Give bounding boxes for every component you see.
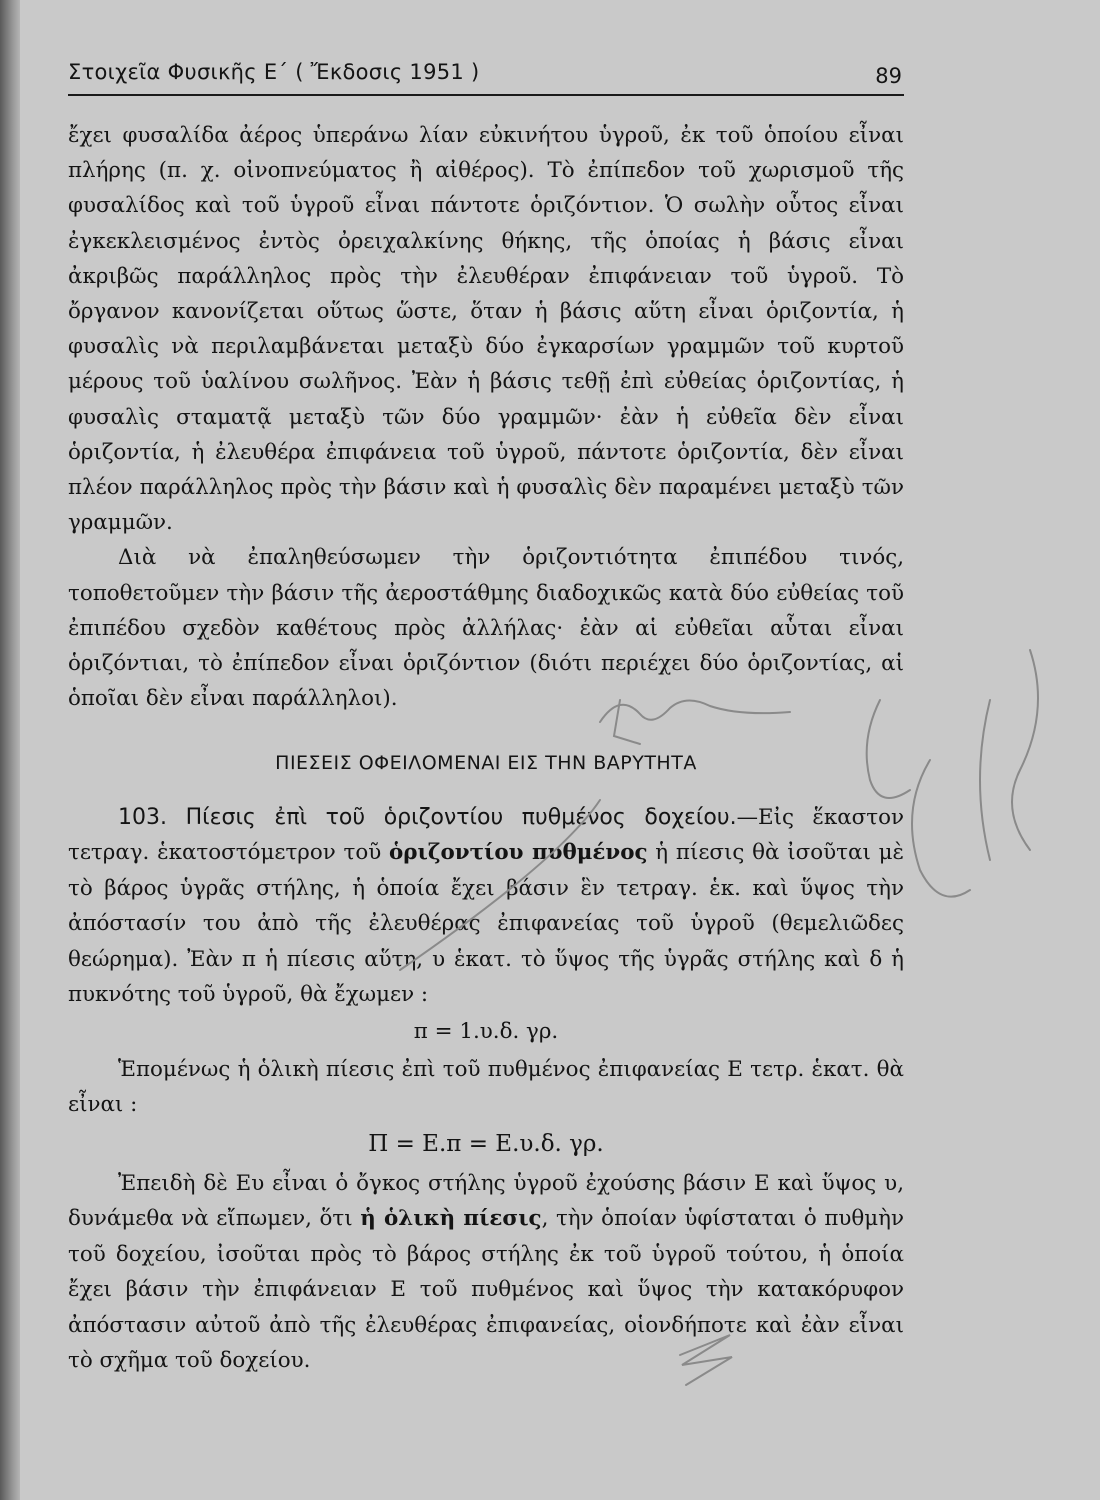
formula-pressure: π = 1.υ.δ. γρ. (413, 1019, 559, 1045)
section-heading: ΠΙΕΣΕΙΣ ΟΦΕΙΛΟΜΕΝΑΙ ΕΙΣ ΤΗΝ ΒΑΡΥΤΗΤΑ (275, 752, 697, 774)
article-heading: 103. Πίεσις ἐπὶ τοῦ ὁριζοντίου πυθμένος δοχείου. (118, 805, 737, 830)
book-spine-shadow (0, 0, 22, 1500)
page-number: 89 (875, 64, 902, 88)
body-text-upper (68, 118, 904, 716)
article-paragraph-1 (68, 800, 904, 1012)
running-header (68, 58, 904, 96)
paragraph-level-verification: Διὰ νὰ ἐπαληθεύσωμεν τὴν ὁριζοντιότητα ἐπιπέδου τινός, τοποθετοῦμεν τὴν βάσιν τῆς ἀεροστάθμης διαδοχικῶς κατὰ δύο εὐθείας τοῦ ἐπιπέδου σχεδὸν καθέτους πρὸς ἀλλήλας· ἐὰν αἱ εὐθεῖαι αὗται εἶναι ὁριζόντιαι, τὸ ἐπίπεδον εἶναι ὁριζόντιον (διότι περιέχει δύο ὁριζοντίας, αἱ ὁποῖαι δὲν εἶναι παράλληλοι). (68, 545, 904, 712)
article-p3-rest: , τὴν ὁποίαν ὑφίσταται ὁ πυθμὴν τοῦ δοχείου, ἰσοῦται πρὸς τὸ βάρος στήλης ἐκ τοῦ ὑγροῦ τούτου, ἡ ὁποία ἔχει βάσιν τὴν ἐπιφάνειαν Ε τοῦ πυθμένος καὶ ὕψος τὴν κατακόρυφον ἀπόστασιν αὐτοῦ ἀπὸ τῆς ἐλευθέρας ἐπιφανείας, οἱονδήποτε καὶ ἐὰν εἶναι τὸ σχῆμα τοῦ δοχείου. (68, 1206, 904, 1374)
article-103 (68, 800, 904, 1379)
formula-total-pressure: Π = Ε.π = Ε.υ.δ. γρ. (368, 1130, 604, 1157)
article-p1-lead: —Εἰς ἕκαστον τετραγ. ἑκατοστόμετρον τοῦ (68, 805, 904, 866)
article-p1-bold: ὁριζοντίου πυθμένος (389, 840, 648, 866)
article-paragraph-3 (68, 1166, 904, 1378)
article-p3-lead: Ἐπειδὴ δὲ Ευ εἶναι ὁ ὄγκος στήλης ὑγροῦ ἐχούσης βάσιν Ε καὶ ὕψος υ, δυνάμεθα νὰ εἴπωμεν, ὅτι (68, 1171, 904, 1232)
running-header-title: Στοιχεῖα Φυσικῆς Ε΄ ( Ἔκδοσις 1951 ) (68, 60, 480, 84)
article-p1-rest: ἡ πίεσις θὰ ἰσοῦται μὲ τὸ βάρος ὑγρᾶς στήλης, ἡ ὁποία ἔχει βάσιν ἓν τετραγ. ἑκ. καὶ ὕψος τὴν ἀπόστασίν του ἀπὸ τῆς ἐλευθέρας ἐπιφανείας τοῦ ὑγροῦ (θεμελιῶδες θεώρημα). Ἐὰν π ἡ πίεσις αὕτη, υ ἑκατ. τὸ ὕψος τῆς ὑγρᾶς στήλης καὶ δ ἡ πυκνότης τοῦ ὑγροῦ, θὰ ἔχωμεν : (68, 840, 904, 1008)
paragraph-level-description: ἔχει φυσαλίδα ἀέρος ὑπεράνω λίαν εὐκινήτου ὑγροῦ, ἐκ τοῦ ὁποίου εἶναι πλήρης (π. χ. οἰνοπνεύματος ἢ αἰθέρος). Τὸ ἐπίπεδον τοῦ χωρισμοῦ τῆς φυσαλίδος καὶ τοῦ ὑγροῦ εἶναι πάντοτε ὁριζόντιον. Ὁ σωλὴν οὗτος εἶναι ἐγκεκλεισμένος ἐντὸς ὀρειχαλκίνης θήκης, τῆς ὁποίας ἡ βάσις εἶναι ἀκριβῶς παράλληλος πρὸς τὴν ἐλευθέραν ἐπιφάνειαν τοῦ ὑγροῦ. Τὸ ὄργανον κανονίζεται οὕτως ὥστε, ὅταν ἡ βάσις αὕτη εἶναι ὁριζοντία, ἡ φυσαλὶς νὰ περιλαμβάνεται μεταξὺ δύο ἐγκαρσίων γραμμῶν τοῦ κυρτοῦ μέρους τοῦ ὑαλίνου σωλῆνος. Ἐὰν ἡ βάσις τεθῇ ἐπὶ εὐθείας ὁριζοντίας, ἡ φυσαλὶς σταματᾷ μεταξὺ τῶν δύο γραμμῶν· ἐὰν ἡ εὐθεῖα δὲν εἶναι ὁριζοντία, ἡ ἐλευθέρα ἐπιφάνεια τοῦ ὑγροῦ, πάντοτε ὁριζοντία, δὲν εἶναι πλέον παράλληλος πρὸς τὴν βάσιν καὶ ἡ φυσαλὶς δὲν παραμένει μεταξὺ τῶν γραμμῶν. (68, 123, 904, 536)
article-p3-bold: ἡ ὁλικὴ πίεσις (360, 1206, 542, 1232)
article-paragraph-2: Ἑπομένως ἡ ὁλικὴ πίεσις ἐπὶ τοῦ πυθμένος ἐπιφανείας Ε τετρ. ἑκατ. θὰ εἶναι : (68, 1056, 904, 1118)
